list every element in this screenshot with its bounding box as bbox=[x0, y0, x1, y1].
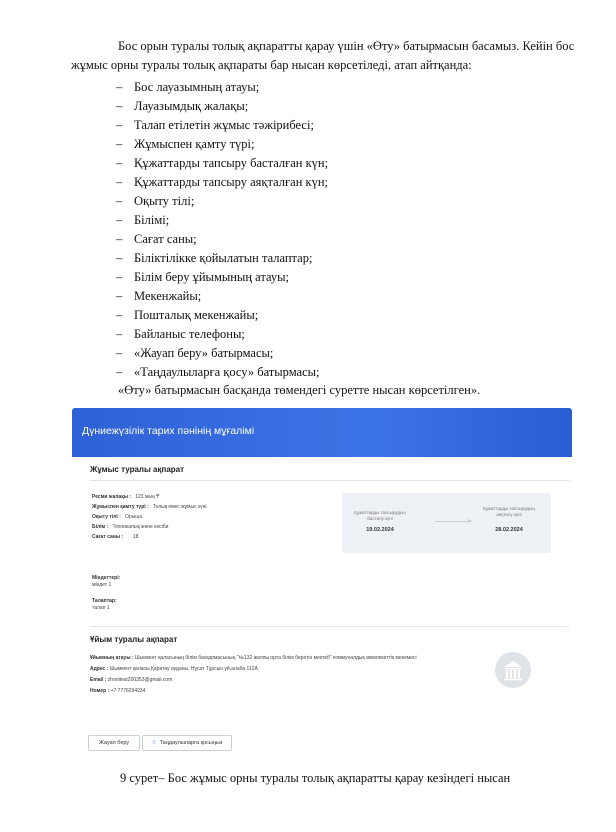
job-field-value: Техникалық және кәсіби bbox=[112, 524, 169, 530]
start-date-value: 19.02.2024 bbox=[366, 527, 394, 533]
list-item-text: Білім беру ұйымының атауы; bbox=[134, 270, 290, 284]
list-item bbox=[116, 154, 328, 173]
list-item-text: Біліктілікке қойылатын талаптар; bbox=[134, 251, 313, 265]
job-field-label: Жұмыспен қамту түрі : bbox=[92, 504, 149, 510]
list-item bbox=[116, 135, 328, 154]
list-item-text: Лауазымдық жалақы; bbox=[134, 99, 249, 113]
list-item-text: Байланыс телефоны; bbox=[134, 327, 245, 341]
job-field-hours bbox=[92, 534, 138, 541]
list-item-text: Бос лауазымның атауы; bbox=[134, 80, 260, 94]
list-item bbox=[116, 230, 328, 249]
list-item-text: Білімі; bbox=[134, 213, 170, 227]
job-field-employment bbox=[92, 504, 207, 511]
job-field-language bbox=[92, 514, 142, 521]
org-field-label: Ұйымның атауы : bbox=[90, 655, 134, 661]
list-item bbox=[116, 287, 328, 306]
org-field-label: Адрес : bbox=[90, 666, 109, 672]
org-field-value: zhonitest200353@gmail.com bbox=[107, 677, 173, 683]
list-item bbox=[116, 78, 328, 97]
job-field-label: Оқыту тілі : bbox=[92, 514, 121, 520]
bank-icon bbox=[495, 652, 531, 688]
duties-value: міндет 1 bbox=[92, 582, 112, 588]
org-field-name bbox=[90, 655, 417, 662]
list-item bbox=[116, 97, 328, 116]
list-item-text: «Таңдаулыларға қосу» батырмасы; bbox=[134, 365, 320, 379]
list-dash: – bbox=[116, 270, 123, 284]
intro-line-2: жұмыс орны туралы толық ақпараты бар нысан көрсетіледі, атап айтқанда: bbox=[71, 58, 472, 72]
job-field-label: Ресми жалақы : bbox=[92, 494, 132, 500]
list-item bbox=[116, 325, 328, 344]
org-field-value: Шымкент қаласы,Қаратау ауданы, Нұсат Тұрсын уй,алаба 112А bbox=[109, 666, 258, 672]
org-field-address bbox=[90, 666, 258, 673]
list-dash: – bbox=[116, 194, 123, 208]
list-dash: – bbox=[116, 118, 123, 132]
list-item-text: Оқыту тілі; bbox=[134, 194, 195, 208]
list-item bbox=[116, 249, 328, 268]
job-field-value: Орыша bbox=[125, 514, 143, 520]
list-dash: – bbox=[116, 327, 123, 341]
add-to-favorites-label: Таңдаулыларға қосыңыз bbox=[159, 740, 223, 746]
vacancy-screenshot bbox=[72, 408, 572, 753]
list-dash: – bbox=[116, 232, 123, 246]
job-info-title: Жұмыс туралы ақпарат bbox=[90, 465, 185, 474]
requirements-label-text: Талаптар: bbox=[92, 598, 117, 604]
list-dash: – bbox=[116, 365, 123, 379]
job-field-salary bbox=[92, 494, 159, 501]
org-field-label: Email : bbox=[90, 677, 107, 683]
list-dash: – bbox=[116, 308, 123, 322]
list-dash: – bbox=[116, 80, 123, 94]
star-icon: ☆ bbox=[151, 740, 157, 746]
arrow-right-icon bbox=[435, 521, 471, 522]
vacancy-banner bbox=[72, 408, 572, 457]
list-item bbox=[116, 268, 328, 287]
org-field-phone bbox=[90, 688, 145, 695]
list-dash: – bbox=[116, 99, 123, 113]
list-dash: – bbox=[116, 289, 123, 303]
section-divider bbox=[90, 626, 570, 627]
start-date-label: Құжаттарды тапсырудың басталу күні bbox=[354, 510, 406, 521]
intro-paragraph bbox=[71, 37, 576, 75]
list-item bbox=[116, 344, 328, 363]
figure-caption: 9 сурет– Бос жұмыс орны туралы толық ақпаратты қарау кезіндегі нысан bbox=[120, 771, 511, 785]
duties-label-text: Міндеттері: bbox=[92, 575, 121, 581]
intro-line-1-text: Бос орын туралы толық ақпаратты қарау үшін «Өту» батырмасын басамыз. Кейін бос bbox=[118, 39, 575, 53]
field-list bbox=[116, 78, 328, 382]
list-dash: – bbox=[116, 213, 123, 227]
requirements-label bbox=[92, 598, 117, 605]
intro-line-1 bbox=[71, 37, 576, 56]
list-item-text: Құжаттарды тапсыру басталған күн; bbox=[134, 156, 329, 170]
list-item bbox=[116, 306, 328, 325]
list-dash: – bbox=[116, 175, 123, 189]
list-dash: – bbox=[116, 346, 123, 360]
list-item-text: Сағат саны; bbox=[134, 232, 197, 246]
add-to-favorites-button[interactable] bbox=[142, 735, 232, 751]
list-item-text: «Жауап беру» батырмасы; bbox=[134, 346, 274, 360]
org-field-value: +7 7776294234 bbox=[110, 688, 146, 694]
vacancy-title: Дүниежүзілік тарих пәнінің мұғалімі bbox=[82, 425, 255, 437]
job-field-education bbox=[92, 524, 168, 531]
list-item bbox=[116, 116, 328, 135]
list-dash: – bbox=[116, 137, 123, 151]
list-item-text: Құжаттарды тапсыру аяқталған күн; bbox=[134, 175, 328, 189]
list-item bbox=[116, 173, 328, 192]
bank-icon-graphic bbox=[495, 652, 531, 688]
list-item-text: Талап етілетін жұмыс тәжірибесі; bbox=[134, 118, 314, 132]
list-dash: – bbox=[116, 156, 123, 170]
list-item-text: Пошталық мекенжайы; bbox=[134, 308, 259, 322]
duties-label bbox=[92, 575, 120, 582]
reply-button[interactable]: Жауап беру bbox=[88, 735, 140, 751]
requirements-value: талап 1 bbox=[92, 605, 110, 611]
job-field-label: Білім : bbox=[92, 524, 109, 530]
list-item bbox=[116, 192, 328, 211]
end-date-label: Құжаттарды тапсырудың аяқталу күні bbox=[483, 506, 535, 517]
list-dash: – bbox=[116, 251, 123, 265]
end-date-value: 28.02.2024 bbox=[495, 527, 523, 533]
after-list-text: «Өту» батырмасын басқанда төмендегі суретте нысан көрсетілген». bbox=[118, 383, 481, 397]
job-field-value: 123 мың ₸ bbox=[135, 494, 160, 500]
org-field-email bbox=[90, 677, 172, 684]
org-field-label: Номер : bbox=[90, 688, 110, 694]
dates-panel bbox=[342, 493, 551, 553]
job-info-divider bbox=[90, 480, 570, 481]
org-info-title: Ұйым туралы ақпарат bbox=[90, 635, 178, 644]
list-item bbox=[116, 363, 328, 382]
org-field-value: Шымкент қаласының білім басқармасының "№132 жалпы орта білім беретін мектеб" коммуналдық мемлекеттік мекемесі bbox=[135, 655, 417, 661]
list-item-text: Жұмыспен қамту түрі; bbox=[134, 137, 255, 151]
list-item bbox=[116, 211, 328, 230]
job-field-label: Сағат саны : bbox=[92, 534, 124, 540]
job-field-value: 18 bbox=[132, 534, 139, 540]
list-item-text: Мекенжайы; bbox=[134, 289, 202, 303]
job-field-value: Толық емес жұмыс күні bbox=[152, 504, 207, 510]
